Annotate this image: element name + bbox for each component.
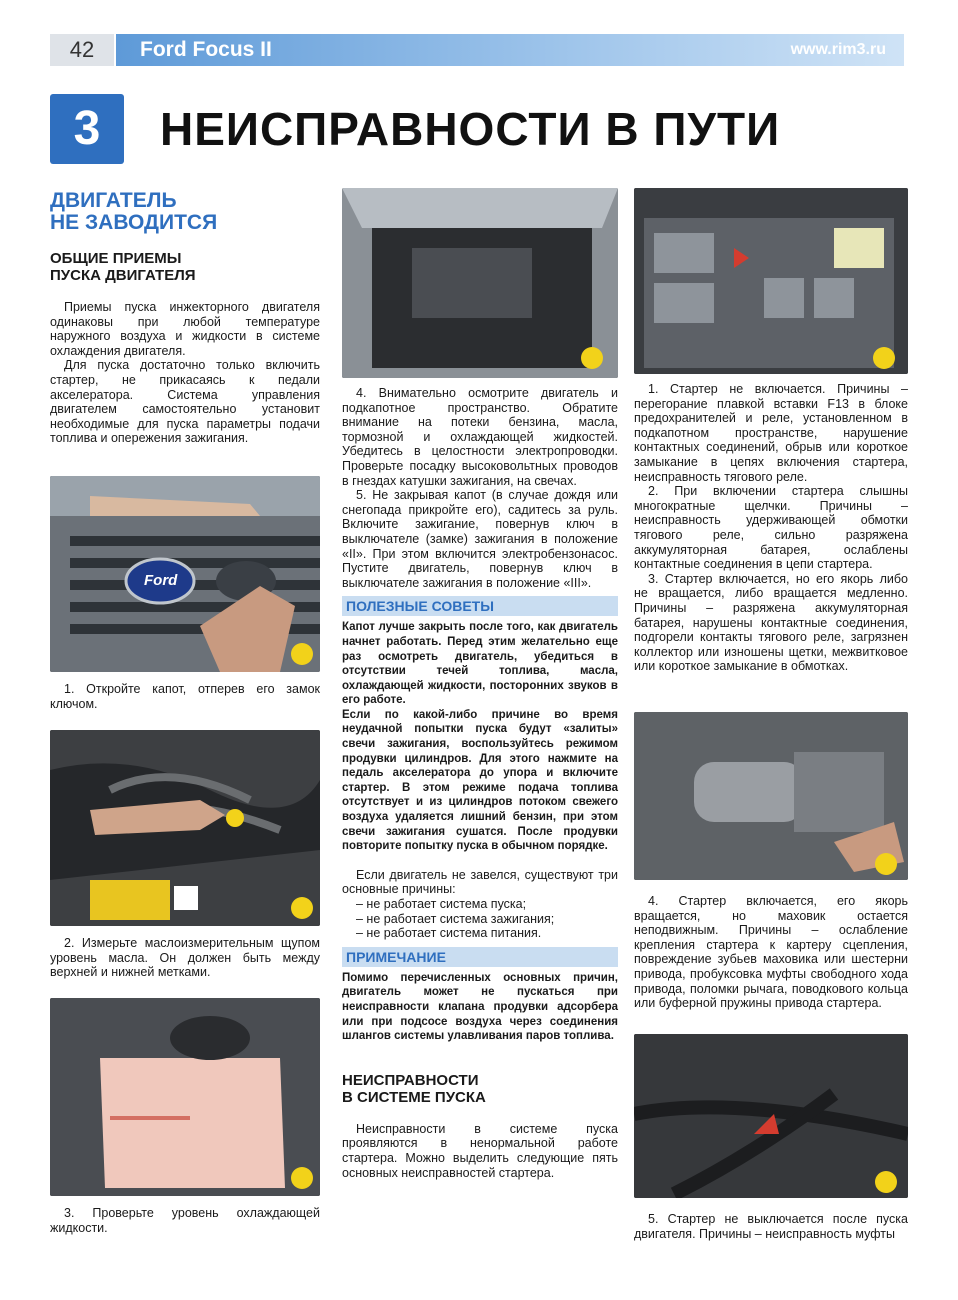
page-header (50, 34, 904, 66)
column-1 (50, 190, 320, 446)
book-title: Ford Focus II (140, 38, 272, 61)
start-system-text: Неисправности в системе пуска проявляются в ненормальной работе стартера. Можно выделить следующие пять основных неисправностей стартера. (342, 1121, 618, 1180)
item-3-text: 3. Стартер включается, но его якорь либо не вращается, либо вращается медленно. Причины – разряжена аккумуляторная батарея, нарушены контактные соединения, подгорели контакты тягового реле, загрязнен коллектор или изношены щетки, межвитковое или короткое замыкание в обмотках. (634, 571, 908, 674)
photo-coolant-tank (50, 998, 320, 1196)
photo-wires (634, 1034, 908, 1241)
step-4-text: 4. Внимательно осмотрите двигатель и подкапотное пространство. Обратите внимание на потеки бензина, масла, тормозной и охлаждающей жидкостей. Убедитесь в целостности электропроводки. Проверьте посадку высоковольтных проводов в гнездах катушки зажигания, на свечах. (342, 386, 618, 488)
section-title-line2: НЕ ЗАВОДИТСЯ (50, 211, 218, 234)
photo-starter (634, 712, 908, 1011)
caption-3: 3. Проверьте уровень охлаждающей жидкости. (50, 1206, 320, 1235)
paragraph-2: Для пуска достаточно только включить стартер, не прикасаясь к педали акселератора. Система управления двигателем самостоятельно установит необходимые для пуска параметры подачи топлива и опережения зажигания. (50, 358, 320, 446)
item-1-text: 1. Стартер не включается. Причины – перегорание плавкой вставки F13 в блоке предохранителей и реле, установленном в подкапотном пространстве, нарушение контактных соединений, обрыв или короткое замыкание в цепях включения стартера, неисправность тягового реле. (634, 382, 908, 484)
photo-starter-motor (634, 712, 908, 880)
ford-logo-text: Ford (144, 572, 178, 589)
step-5-text: 5. Не закрывая капот (в случае дождя или снегопада прикройте его), садитесь за руль. Включите зажигание, повернув ключ в выключателе (замке) зажигания в положение «II». При этом включится электробензонасос. Пустите двигатель, повернув ключ в выключателе зажигания в положение «III». (342, 488, 618, 590)
tips-heading: ПОЛЕЗНЫЕ СОВЕТЫ (342, 596, 618, 616)
section-title-line1: ДВИГАТЕЛЬ (50, 189, 177, 212)
paragraph-1: Приемы пуска инжекторного двигателя одинаковы при любой температуре наружного воздуха и жидкости в системе охлаждения двигателя. (50, 300, 320, 358)
column-3 (634, 188, 908, 674)
cause-item: – не работает система пуска; (356, 897, 527, 911)
photo-grille (50, 476, 320, 672)
note-heading: ПРИМЕЧАНИЕ (342, 947, 618, 967)
photo-starter-wiring (634, 1034, 908, 1198)
caption-2: 2. Измерьте маслоизмерительным щупом уровень масла. Он должен быть между верхней и нижней метками. (50, 936, 320, 980)
photo-fuse-box (634, 188, 908, 374)
note-text: Помимо перечисленных основных причин, двигатель может не пускаться при неисправности клапана продувки адсорбера или при подсосе воздуха через соединения шлангов системы улавливания паров топлива. (342, 971, 618, 1043)
caption-1: 1. Откройте капот, отперев его замок ключом. (50, 682, 320, 711)
cause-item: – не работает система питания. (356, 926, 542, 941)
photo-engine-top (50, 730, 320, 926)
site-link[interactable]: www.rim3.ru (790, 41, 886, 58)
tips-paragraph-2: Если по какой-либо причине во время неудачной попытки пуска будут «залиты» свечи зажигания, воспользуйтесь режимом продувки цилиндров. Для этого нажмите на педаль акселератора до упора и включите стартер. В этом режиме подача топлива отсутствует и из цилиндров потоком свежего воздуха удаляется лишний бензин, при этом свечи зажигания сушатся. После продувки повторите попытку пуска в обычном порядке. (342, 708, 618, 853)
header-band (116, 34, 904, 66)
sub-title-line2: ПУСКА ДВИГАТЕЛЯ (50, 267, 196, 284)
start-system-title-line1: НЕИСПРАВНОСТИ (342, 1071, 479, 1089)
photo-coolant (50, 998, 320, 1235)
chapter-number: 3 (50, 94, 124, 164)
start-system-title-line2: В СИСТЕМЕ ПУСКА (342, 1088, 486, 1106)
tips-paragraph-1: Капот лучше закрыть после того, как двигатель начнет работать. Перед этим желательно еще раз осмотреть двигатель, убедиться в отсутствии течей топлива, масла, охлаждающей жидкости, посторонних звуков в его работе. (342, 621, 618, 707)
sub-title-line1: ОБЩИЕ ПРИЕМЫ (50, 250, 182, 267)
column-2 (342, 188, 618, 1180)
photo-oil-dipstick (50, 730, 320, 980)
photo-hood-lock (50, 476, 320, 711)
cause-item: – не работает система зажигания; (356, 911, 555, 926)
item-4-text: 4. Стартер включается, его якорь вращается, но маховик остается неподвижным. Причины – ослабление крепления стартера к картеру сцепления, повреждение зубьев маховика или шестерни привода, пробуксовка муфты свободного хода привода, поломки рычага, поводкового кольца или буферной пружины привода стартера. (634, 894, 908, 1011)
chapter-title: НЕИСПРАВНОСТИ В ПУТИ (160, 103, 781, 155)
page-number: 42 (50, 34, 114, 66)
causes-intro: Если двигатель не завелся, существуют три основные причины: (342, 867, 618, 897)
photo-engine-bay (342, 188, 618, 378)
item-5-text: 5. Стартер не выключается после пуска двигателя. Причины – неисправность муфты (634, 1212, 908, 1241)
item-2-text: 2. При включении стартера слышны многократные щелчки. Причины – неисправность удерживающей обмотки тягового реле, сильно разряжена аккумуляторная батарея, ослаблены контактные соединения в цепи стартера. (634, 484, 908, 572)
